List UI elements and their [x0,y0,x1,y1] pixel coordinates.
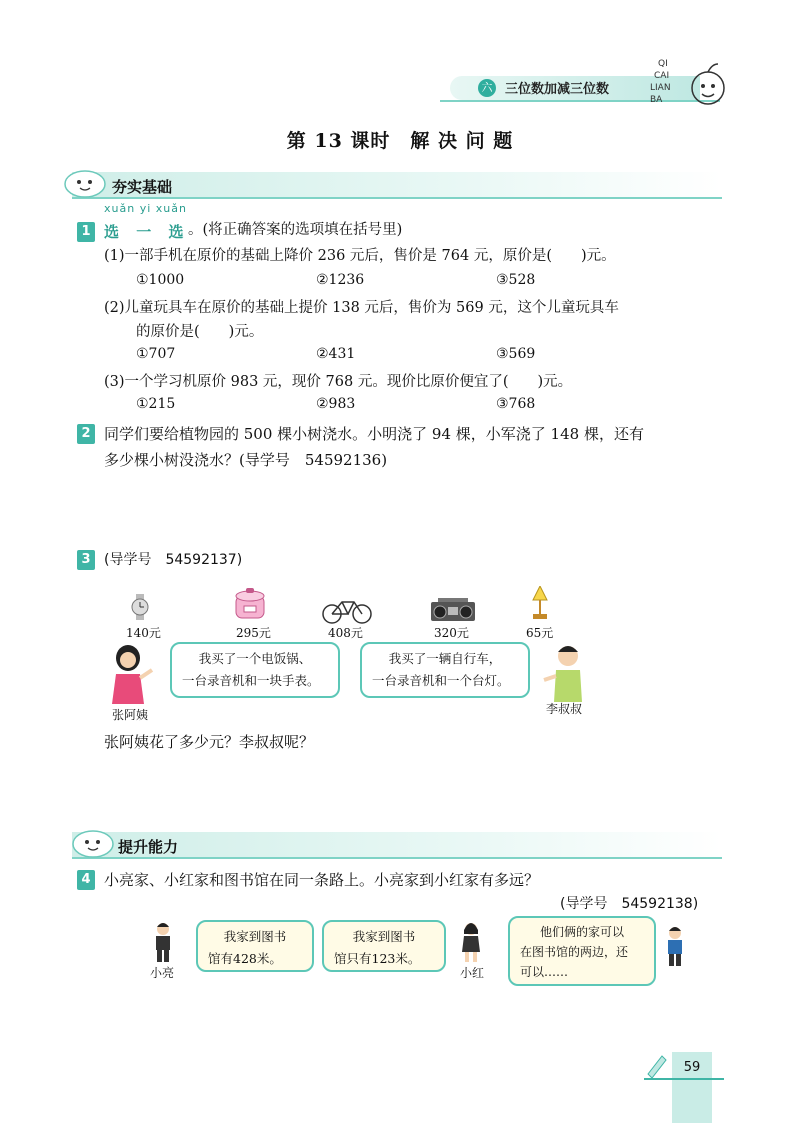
page-number-underline [644,1078,724,1080]
xiaoliang-speech-bubble [196,920,314,972]
uncle-li-figure-icon [540,642,590,704]
q4-ref: (导学号 54592138) [560,896,699,912]
cloud-mascot-icon [70,826,116,860]
q3-number: 3 [77,550,95,570]
logo-text-lian: LIAN [650,83,671,93]
radio-recorder-icon [430,598,476,622]
q2-line2: 多少棵小树没浇水？(导学号 54592136) [104,451,388,469]
xiaohong-bubble-line2: 馆只有123米。 [334,951,421,966]
bicycle-icon [322,596,372,624]
watch-icon [126,594,154,620]
xiaoliang-name: 小亮 [150,966,175,980]
q1-item1-option2: ②1236 [316,272,365,288]
q3-ref: (导学号 54592137) [104,552,243,568]
price-watch: 140元 [126,626,161,640]
uncle-bubble-line2: 一台录音机和一个台灯。 [372,673,510,688]
uncle-li-speech-bubble [360,642,530,698]
logo-text-ba: BA [650,95,663,105]
logo-apple-icon [640,50,730,120]
aunt-bubble-line1: 我买了一个电饭锅、 [198,651,312,666]
q1-item3-option2: ②983 [316,396,356,412]
uncle-bubble-line1: 我买了一辆自行车， [388,651,502,666]
q1-number: 1 [77,222,95,242]
q1-instruction: 。(将正确答案的选项填在括号里) [188,222,403,238]
third-bubble-line2: 在图书馆的两边，还 [520,945,629,959]
xiaoliang-bubble-line2: 馆有428米。 [208,951,282,966]
price-radio-recorder: 320元 [434,626,469,640]
xiaoliang-figure-icon [152,922,174,964]
q1-item1-option1: ①1000 [136,272,185,288]
section-divider-advanced [72,857,722,859]
q2-line1: 同学们要给植物园的 500 棵小树浇水。小明浇了 94 棵，小军浇了 148 棵，还有 [104,425,644,443]
price-lamp: 65元 [526,626,554,640]
q4-text: 小亮家、小红家和图书馆在同一条路上。小亮家到小红家有多远？ [104,871,540,889]
q1-item3-option3: ③768 [496,396,536,412]
section-divider-basic [72,197,722,199]
aunt-bubble-line2: 一台录音机和一块手表。 [182,673,320,688]
price-rice-cooker: 295元 [236,626,271,640]
aunt-zhang-figure-icon [106,644,156,706]
pencil-icon [644,1052,670,1078]
price-bicycle: 408元 [328,626,363,640]
q1-title: 选 一 选 [104,223,190,241]
q1-item1-text: (1)一部手机在原价的基础上降价 236 元后，售价是 764 元，原价是( )元。 [104,248,616,264]
lesson-title: 第 13 课时 解 决 问 题 [286,130,514,152]
section-title-advanced: 提升能力 [118,838,179,856]
unit-title: 三位数加减三位数 [505,82,610,97]
aunt-zhang-name: 张阿姨 [112,708,149,722]
third-bubble-line3: 可以…… [520,965,569,979]
unit-badge: 六 [478,79,496,97]
xiaohong-bubble-line1: 我家到图书 [352,929,416,944]
logo-text-cai: CAI [654,71,670,81]
desk-lamp-icon [530,586,550,620]
uncle-li-name: 李叔叔 [546,702,583,716]
xiaohong-name: 小红 [460,966,485,980]
q1-item2-option1: ①707 [136,346,176,362]
q1-item3-option1: ①215 [136,396,176,412]
q1-item2-option3: ③569 [496,346,536,362]
aunt-zhang-speech-bubble [170,642,340,698]
xiaohong-figure-icon [460,922,482,964]
page-number: 59 [683,1060,701,1075]
q1-item3-text: (3)一个学习机原价 983 元，现价 768 元。现价比原价便宜了( )元。 [104,374,573,390]
q3-question: 张阿姨花了多少元？李叔叔呢？ [104,733,315,751]
q1-item2-option2: ②431 [316,346,356,362]
third-bubble-line1: 他们俩的家可以 [539,925,624,939]
third-student-figure-icon [664,926,686,968]
xiaohong-speech-bubble [322,920,446,972]
rice-cooker-icon [232,586,268,622]
q1-item1-option3: ③528 [496,272,536,288]
logo-text-qi: QI [658,59,668,69]
cloud-mascot-icon [62,166,108,200]
third-student-speech-bubble [508,916,656,986]
q1-item2-text-cont: 的原价是( )元。 [136,324,264,340]
q1-pinyin: xuǎn yi xuǎn [104,202,187,215]
q1-item2-text: (2)儿童玩具车在原价的基础上提价 138 元后，售价为 569 元，这个儿童玩具车 [104,300,619,316]
section-title-basic: 夯实基础 [112,178,173,196]
q2-number: 2 [77,424,95,444]
xiaoliang-bubble-line1: 我家到图书 [223,929,287,944]
q4-number: 4 [77,870,95,890]
